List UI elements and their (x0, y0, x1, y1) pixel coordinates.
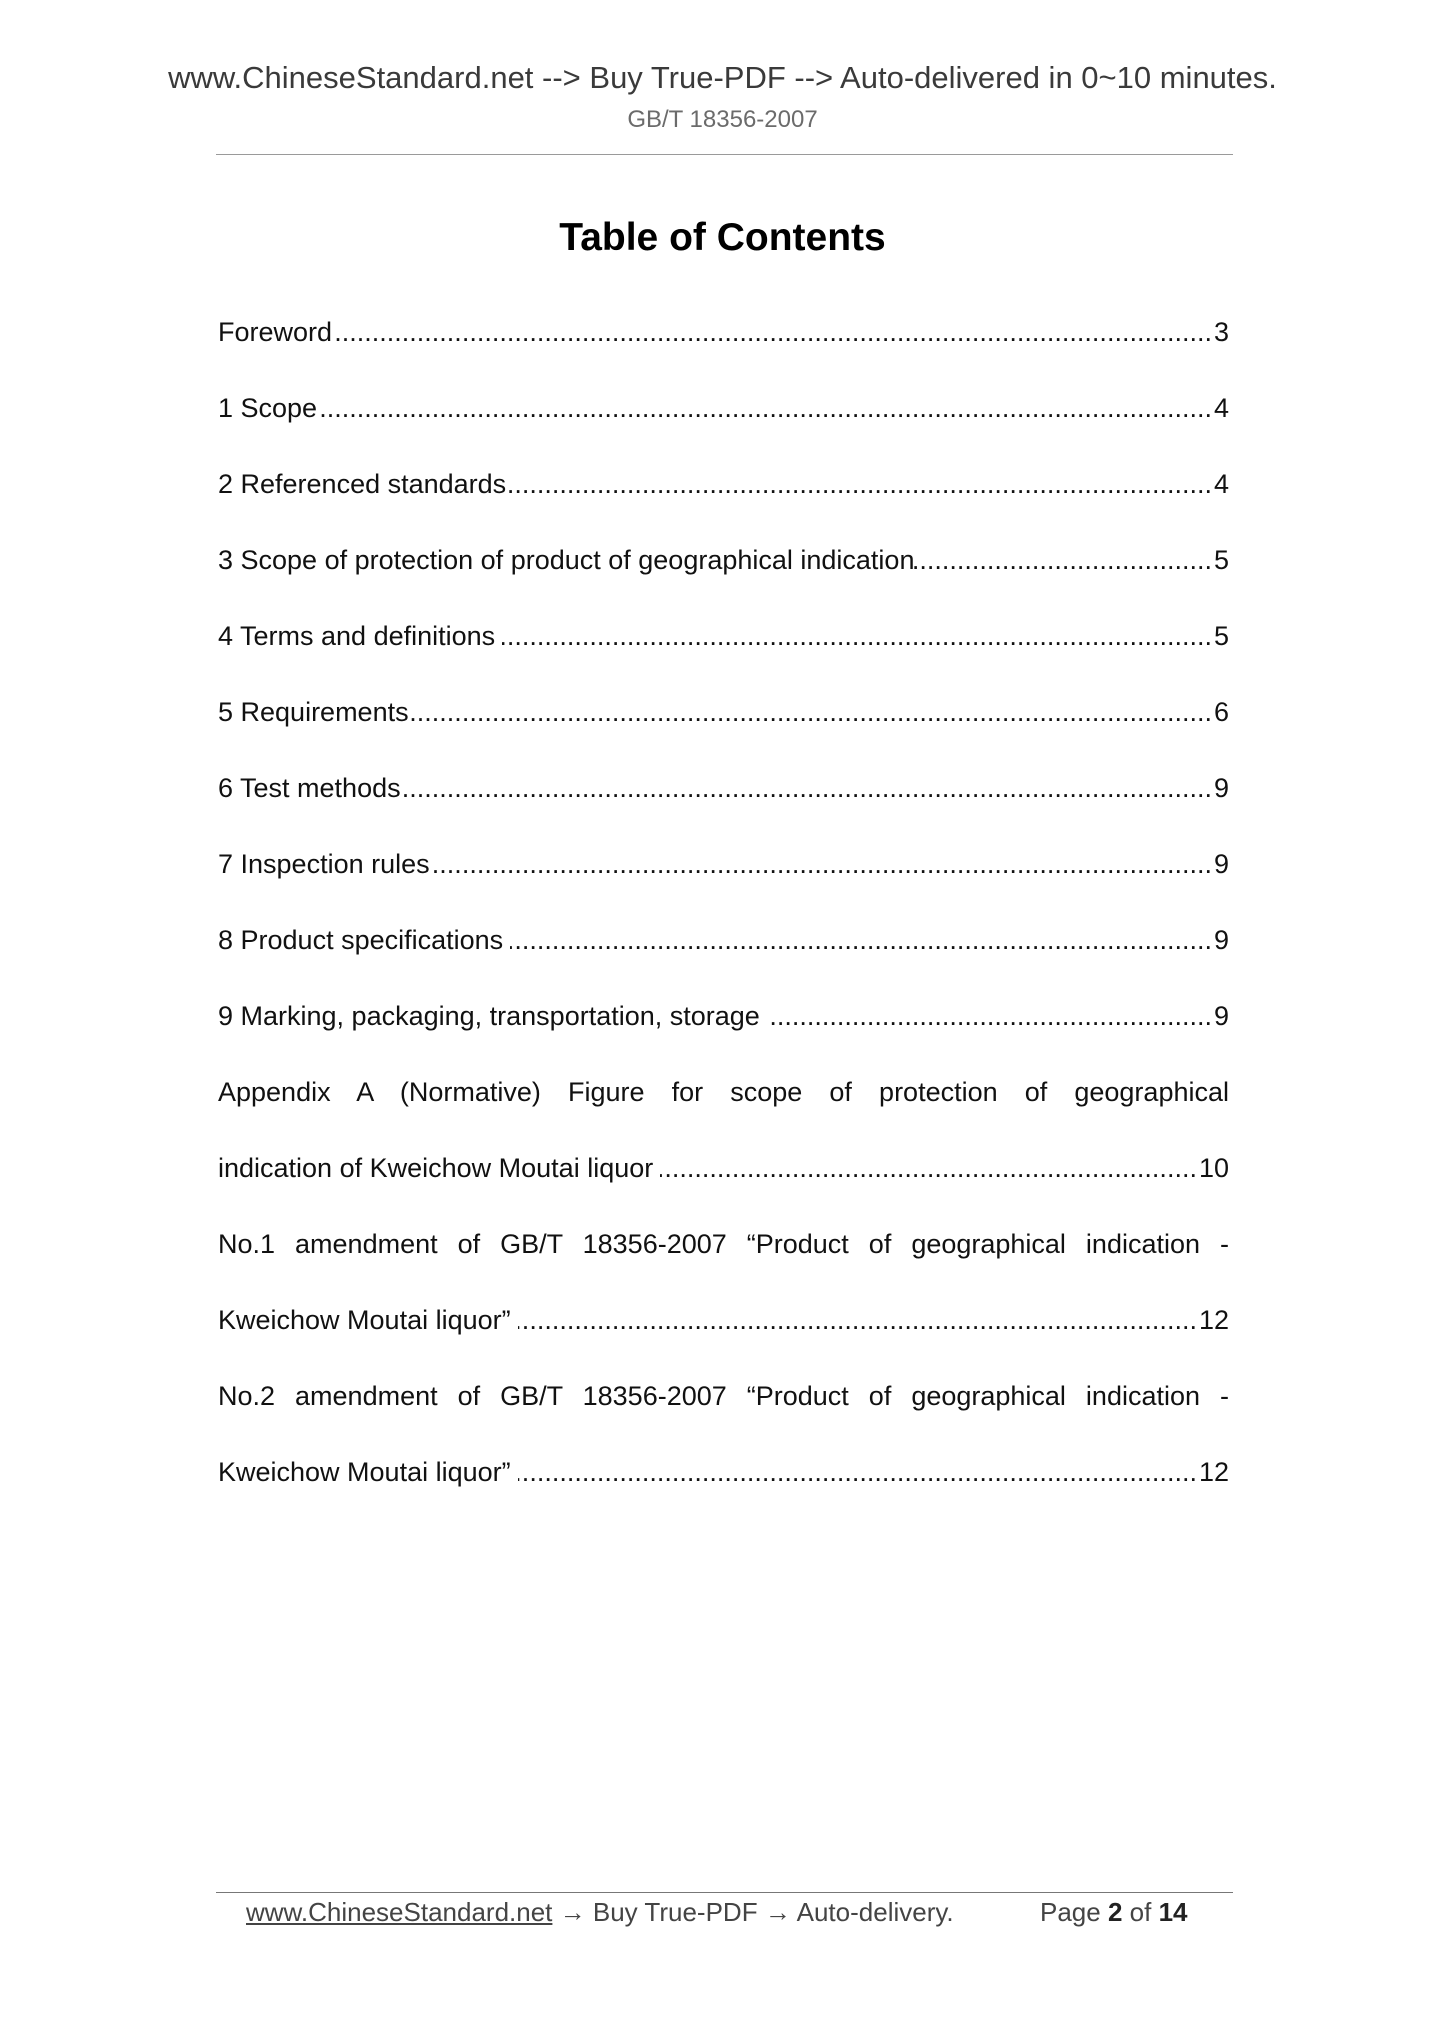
arrow-right-icon: → (559, 1897, 586, 1927)
current-page-number: 2 (1107, 1897, 1123, 1927)
toc-entry-page: 9 (1213, 849, 1229, 879)
dot-leader (332, 294, 1212, 370)
dot-leader (518, 1282, 1197, 1358)
dot-leader (317, 370, 1212, 446)
toc-entry-amendment-2[interactable] (218, 1358, 1229, 1510)
toc-entry-amendment-1[interactable] (218, 1206, 1229, 1358)
toc-entry-label: 8 Product specifications (218, 925, 504, 955)
header-standard-code: GB/T 18356-2007 (627, 106, 818, 133)
toc-entry-foreword[interactable] (218, 294, 1229, 370)
toc-entry-label: 7 Inspection rules (218, 849, 430, 879)
toc-entry-page: 4 (1213, 469, 1229, 499)
toc-entry-test-methods[interactable] (218, 750, 1229, 826)
toc-entry-first-line: No.1 amendment of GB/T 18356-2007 “Product of geographical indication - (218, 1229, 1229, 1259)
dot-leader (401, 750, 1212, 826)
dot-leader (430, 826, 1212, 902)
toc-entry-continuation (218, 1282, 1229, 1358)
dot-leader (660, 1130, 1197, 1206)
toc-entry-page: 12 (1198, 1457, 1229, 1487)
toc-entry-page: 6 (1213, 697, 1229, 727)
toc-entry-scope[interactable] (218, 370, 1229, 446)
toc-entry-label: indication of Kweichow Moutai liquor (218, 1153, 654, 1183)
dot-leader (506, 446, 1212, 522)
toc-entry-label: 5 Requirements (218, 697, 409, 727)
toc-entry-page: 9 (1213, 925, 1229, 955)
toc-entry-marking-packaging[interactable] (218, 978, 1229, 1054)
toc-entry-label: 3 Scope of protection of product of geographical indication (218, 545, 915, 575)
toc-entry-first-line: Appendix A (Normative) Figure for scope of protection of geographical (218, 1077, 1229, 1107)
of-word: of (1129, 1897, 1152, 1927)
total-pages: 14 (1158, 1897, 1188, 1927)
toc-entry-first-line: No.2 amendment of GB/T 18356-2007 “Product of geographical indication - (218, 1381, 1229, 1411)
table-of-contents (218, 294, 1229, 1510)
toc-entry-continuation (218, 1434, 1229, 1510)
toc-entry-appendix-a[interactable] (218, 1054, 1229, 1206)
toc-entry-label: Kweichow Moutai liquor” (218, 1305, 511, 1335)
header-divider (216, 154, 1233, 155)
dot-leader (409, 674, 1212, 750)
page-word: Page (1040, 1897, 1101, 1927)
toc-entry-label: 6 Test methods (218, 773, 401, 803)
toc-entry-page: 5 (1213, 621, 1229, 651)
arrow-right-icon: → (764, 1897, 791, 1927)
page-indicator (1040, 1895, 1188, 1929)
toc-entry-page: 9 (1213, 1001, 1229, 1031)
dot-leader (914, 522, 1212, 598)
toc-entry-page: 5 (1213, 545, 1229, 575)
toc-entry-scope-of-protection[interactable] (218, 522, 1229, 598)
toc-entry-page: 3 (1213, 317, 1229, 347)
toc-entry-page: 4 (1213, 393, 1229, 423)
dot-leader (518, 1434, 1197, 1510)
dot-leader (510, 902, 1212, 978)
footer-buy-text: Buy True-PDF (592, 1897, 758, 1927)
toc-entry-inspection-rules[interactable] (218, 826, 1229, 902)
toc-entry-terms-and-definitions[interactable] (218, 598, 1229, 674)
toc-entry-label: 9 Marking, packaging, transportation, storage (218, 1001, 760, 1031)
toc-entry-requirements[interactable] (218, 674, 1229, 750)
toc-entry-referenced-standards[interactable] (218, 446, 1229, 522)
footer-promo (246, 1895, 954, 1929)
dot-leader (767, 978, 1212, 1054)
footer-site-link[interactable]: www.ChineseStandard.net (246, 1897, 553, 1927)
toc-entry-page: 12 (1198, 1305, 1229, 1335)
toc-entry-page: 9 (1213, 773, 1229, 803)
toc-entry-label: Foreword (218, 317, 333, 347)
footer-delivery-text: Auto-delivery. (796, 1897, 954, 1927)
toc-entry-label: 1 Scope (218, 393, 318, 423)
footer-divider (216, 1892, 1233, 1893)
toc-entry-product-specifications[interactable] (218, 902, 1229, 978)
dot-leader (502, 598, 1212, 674)
page-title: Table of Contents (559, 216, 886, 259)
toc-entry-page: 10 (1198, 1153, 1229, 1183)
toc-entry-label: 2 Referenced standards (218, 469, 507, 499)
toc-entry-label: 4 Terms and definitions (218, 621, 496, 651)
toc-entry-label: Kweichow Moutai liquor” (218, 1457, 511, 1487)
toc-entry-continuation (218, 1130, 1229, 1206)
header-site-line: www.ChineseStandard.net --> Buy True-PDF --> Auto-delivered in 0~10 minutes. (168, 60, 1277, 95)
